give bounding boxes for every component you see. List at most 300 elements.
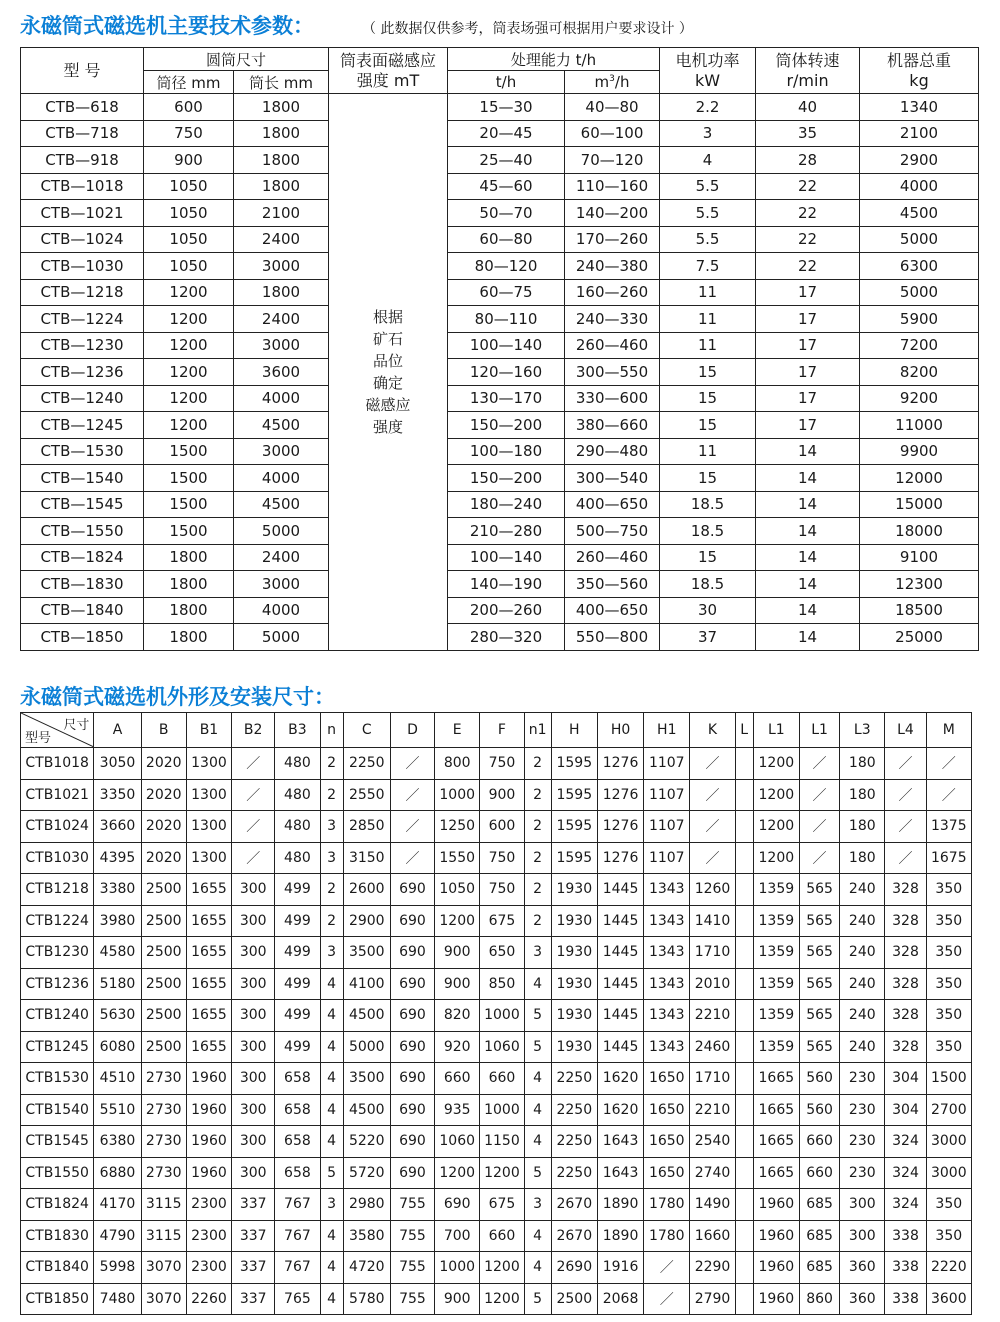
- header-field-strength: [329, 48, 448, 94]
- cell-dimension: 2: [320, 874, 343, 906]
- cell-capacity-m3h: 110—160: [565, 173, 660, 200]
- cell-dimension: 4: [320, 1031, 343, 1063]
- cell-speed: 17: [756, 412, 860, 439]
- cell-capacity-th: 100—140: [448, 544, 565, 571]
- cell-dimension: 2730: [141, 1094, 186, 1126]
- cell-capacity-th: 80—120: [448, 253, 565, 280]
- cell-dimension: 180: [840, 748, 885, 780]
- corner-label-model: 型号: [25, 731, 52, 746]
- cell-dimension: 1960: [186, 1094, 231, 1126]
- cell-dimension: [735, 779, 753, 811]
- cell-dimension: 900: [435, 968, 480, 1000]
- spec-row: [21, 518, 979, 545]
- cell-drum-diameter: 1200: [144, 412, 234, 439]
- cell-dimension: 1710: [690, 1063, 735, 1095]
- cell-dimension: 755: [390, 1283, 434, 1315]
- cell-dimension: 1890: [597, 1189, 643, 1221]
- cell-drum-diameter: 1200: [144, 385, 234, 412]
- cell-model: CTB—618: [21, 94, 144, 121]
- cell-speed: 14: [756, 438, 860, 465]
- cell-dimension: ／: [926, 779, 971, 811]
- cell-dimension: 3: [320, 811, 343, 843]
- dimension-header: L1: [753, 713, 799, 748]
- cell-dimension: 1000: [480, 1000, 524, 1032]
- cell-dimension: 660: [480, 1220, 524, 1252]
- cell-dimension: [735, 1000, 753, 1032]
- dimension-header: D: [390, 713, 434, 748]
- cell-power: 2.2: [660, 94, 756, 121]
- cell-dimension: 1343: [644, 1000, 690, 1032]
- cell-power: 11: [660, 332, 756, 359]
- cell-dimension: ／: [690, 748, 735, 780]
- cell-dimension: 1200: [435, 905, 480, 937]
- cell-dimension: 4: [320, 1094, 343, 1126]
- cell-dimension: 1665: [753, 1094, 799, 1126]
- cell-dimension: 2300: [186, 1252, 231, 1284]
- header-field-line1: 筒表面磁感应: [340, 50, 437, 70]
- cell-drum-diameter: 1200: [144, 279, 234, 306]
- cell-weight: 4000: [860, 173, 979, 200]
- header-power: [660, 48, 756, 94]
- cell-dimension: 1930: [551, 1031, 597, 1063]
- dimension-row: [21, 1031, 972, 1063]
- header-capacity-m3h: [565, 71, 660, 94]
- cell-dimension: 565: [799, 874, 839, 906]
- cell-dimension: ／: [885, 779, 926, 811]
- cell-dimension: 690: [390, 1157, 434, 1189]
- cell-dimension: 1550: [435, 842, 480, 874]
- cell-dimension: 300: [232, 968, 275, 1000]
- cell-dimension: 2600: [343, 874, 390, 906]
- cell-dimension: 5: [524, 1031, 551, 1063]
- cell-dimension: 338: [885, 1252, 926, 1284]
- cell-dimension: 4510: [94, 1063, 141, 1095]
- cell-dimension: 1200: [753, 811, 799, 843]
- cell-dimension: [735, 1252, 753, 1284]
- cell-dimension: 324: [885, 1126, 926, 1158]
- cell-dimension: 1359: [753, 1031, 799, 1063]
- cell-dimension: 3050: [94, 748, 141, 780]
- cell-dimension: 4: [320, 1126, 343, 1158]
- cell-drum-diameter: 900: [144, 147, 234, 174]
- cell-capacity-th: 180—240: [448, 491, 565, 518]
- cell-dimension: 4580: [94, 937, 141, 969]
- cell-drum-diameter: 1500: [144, 491, 234, 518]
- spec-section-title: 永磁筒式磁选机主要技术参数：: [20, 14, 314, 38]
- cell-dimension: 935: [435, 1094, 480, 1126]
- cell-capacity-th: 150—200: [448, 412, 565, 439]
- cell-weight: 18500: [860, 597, 979, 624]
- cell-dimension: 1643: [597, 1157, 643, 1189]
- spec-row: [21, 120, 979, 147]
- cell-dimension: 1650: [644, 1157, 690, 1189]
- cell-dimension: 338: [885, 1220, 926, 1252]
- cell-dimension: 1359: [753, 937, 799, 969]
- cell-capacity-m3h: 350—560: [565, 571, 660, 598]
- cell-dimension: 1595: [551, 748, 597, 780]
- dimension-table-body: [21, 748, 972, 1315]
- cell-dimension: 304: [885, 1094, 926, 1126]
- cell-dimension: 1916: [597, 1252, 643, 1284]
- cell-dimension: 337: [232, 1283, 275, 1315]
- header-weight: [860, 48, 979, 94]
- dimension-header: A: [94, 713, 141, 748]
- cell-power: 11: [660, 279, 756, 306]
- cell-dimension: 767: [275, 1220, 320, 1252]
- dimension-row: [21, 842, 972, 874]
- cell-dimension: 300: [232, 905, 275, 937]
- cell-dimension: 4: [524, 1220, 551, 1252]
- cell-weight: 9900: [860, 438, 979, 465]
- cell-dimension: 328: [885, 1000, 926, 1032]
- header-drum-diameter: 筒径 mm: [144, 71, 234, 94]
- header-field-line2: 强度 mT: [356, 70, 420, 90]
- cell-dimension: 2020: [141, 811, 186, 843]
- cell-model: CTB—1224: [21, 306, 144, 333]
- cell-power: 18.5: [660, 491, 756, 518]
- spec-row: [21, 491, 979, 518]
- header-speed-line1: 筒体转速: [775, 50, 840, 70]
- cell-weight: 2900: [860, 147, 979, 174]
- cell-model: CTB1830: [21, 1220, 94, 1252]
- cell-drum-length: 1800: [234, 94, 329, 121]
- cell-dimension: ／: [390, 748, 434, 780]
- dimension-row: [21, 1157, 972, 1189]
- cell-dimension: 1655: [186, 905, 231, 937]
- cell-power: 5.5: [660, 173, 756, 200]
- cell-power: 15: [660, 544, 756, 571]
- cell-model: CTB—1021: [21, 200, 144, 227]
- cell-dimension: 2: [524, 779, 551, 811]
- cell-capacity-th: 80—110: [448, 306, 565, 333]
- cell-dimension: 690: [390, 1094, 434, 1126]
- cell-drum-diameter: 1800: [144, 597, 234, 624]
- cell-dimension: 767: [275, 1189, 320, 1221]
- cell-drum-length: 1800: [234, 279, 329, 306]
- cell-dimension: 1276: [597, 779, 643, 811]
- cell-dimension: 328: [885, 905, 926, 937]
- cell-speed: 35: [756, 120, 860, 147]
- cell-drum-diameter: 1800: [144, 571, 234, 598]
- cell-dimension: 690: [390, 1126, 434, 1158]
- cell-dimension: 2500: [141, 1000, 186, 1032]
- cell-dimension: 1445: [597, 1031, 643, 1063]
- cell-dimension: 180: [840, 779, 885, 811]
- cell-dimension: 2: [320, 748, 343, 780]
- cell-dimension: 6380: [94, 1126, 141, 1158]
- cell-drum-length: 4500: [234, 491, 329, 518]
- cell-dimension: 3500: [343, 937, 390, 969]
- dimension-row: [21, 968, 972, 1000]
- cell-speed: 22: [756, 253, 860, 280]
- cell-dimension: 2500: [141, 968, 186, 1000]
- cell-dimension: ／: [885, 748, 926, 780]
- dimension-section-title: 永磁筒式磁选机外形及安装尺寸：: [20, 685, 335, 709]
- cell-capacity-m3h: 260—460: [565, 544, 660, 571]
- cell-dimension: 2500: [141, 1031, 186, 1063]
- cell-power: 15: [660, 465, 756, 492]
- cell-power: 7.5: [660, 253, 756, 280]
- cell-capacity-th: 60—75: [448, 279, 565, 306]
- cell-dimension: 750: [480, 842, 524, 874]
- cell-dimension: 300: [232, 1031, 275, 1063]
- cell-dimension: ／: [232, 811, 275, 843]
- cell-speed: 28: [756, 147, 860, 174]
- cell-dimension: 1960: [753, 1252, 799, 1284]
- cell-dimension: 300: [840, 1189, 885, 1221]
- cell-model: CTB—1850: [21, 624, 144, 651]
- cell-speed: 17: [756, 359, 860, 386]
- cell-weight: 25000: [860, 624, 979, 651]
- cell-dimension: 300: [232, 937, 275, 969]
- cell-dimension: ／: [926, 748, 971, 780]
- cell-dimension: 499: [275, 968, 320, 1000]
- cell-dimension: 4: [320, 1000, 343, 1032]
- cell-dimension: 658: [275, 1094, 320, 1126]
- cell-dimension: 328: [885, 1031, 926, 1063]
- cell-dimension: 4: [320, 1283, 343, 1315]
- cell-dimension: 2300: [186, 1220, 231, 1252]
- cell-capacity-m3h: 400—650: [565, 491, 660, 518]
- cell-capacity-m3h: 550—800: [565, 624, 660, 651]
- cell-dimension: 2: [524, 905, 551, 937]
- cell-capacity-m3h: 40—80: [565, 94, 660, 121]
- cell-dimension: 1200: [435, 1157, 480, 1189]
- cell-dimension: 230: [840, 1126, 885, 1158]
- cell-dimension: 1300: [186, 811, 231, 843]
- cell-capacity-th: 140—190: [448, 571, 565, 598]
- cell-capacity-m3h: 380—660: [565, 412, 660, 439]
- cell-speed: 14: [756, 544, 860, 571]
- cell-power: 5.5: [660, 226, 756, 253]
- cell-speed: 14: [756, 465, 860, 492]
- spec-row: [21, 359, 979, 386]
- cell-dimension: 240: [840, 968, 885, 1000]
- spec-row: [21, 385, 979, 412]
- cell-dimension: 1960: [753, 1283, 799, 1315]
- cell-model: CTB1021: [21, 779, 94, 811]
- cell-dimension: 4: [320, 968, 343, 1000]
- corner-header: [21, 713, 94, 748]
- cell-dimension: 767: [275, 1252, 320, 1284]
- dimension-header: B: [141, 713, 186, 748]
- cell-dimension: 5180: [94, 968, 141, 1000]
- dimension-header: M: [926, 713, 971, 748]
- spec-row: [21, 173, 979, 200]
- cell-capacity-m3h: 400—650: [565, 597, 660, 624]
- cell-capacity-th: 60—80: [448, 226, 565, 253]
- cell-dimension: 1200: [480, 1252, 524, 1284]
- cell-dimension: 660: [435, 1063, 480, 1095]
- cell-dimension: 560: [799, 1094, 839, 1126]
- cell-dimension: ／: [232, 748, 275, 780]
- cell-dimension: 2300: [186, 1189, 231, 1221]
- cell-dimension: 328: [885, 937, 926, 969]
- cell-capacity-m3h: 260—460: [565, 332, 660, 359]
- cell-dimension: 324: [885, 1189, 926, 1221]
- cell-dimension: 2850: [343, 811, 390, 843]
- cell-dimension: 4790: [94, 1220, 141, 1252]
- cell-dimension: ／: [690, 811, 735, 843]
- cell-dimension: 3350: [94, 779, 141, 811]
- cell-weight: 1340: [860, 94, 979, 121]
- cell-dimension: 2500: [141, 874, 186, 906]
- header-model: 型 号: [21, 48, 144, 94]
- dimension-header: E: [435, 713, 480, 748]
- cell-drum-diameter: 1500: [144, 518, 234, 545]
- cell-dimension: 690: [390, 905, 434, 937]
- cell-dimension: 2980: [343, 1189, 390, 1221]
- cell-dimension: 765: [275, 1283, 320, 1315]
- cell-power: 5.5: [660, 200, 756, 227]
- cell-capacity-th: 130—170: [448, 385, 565, 412]
- cell-dimension: 565: [799, 905, 839, 937]
- dimension-section-header: [20, 681, 335, 711]
- cell-model: CTB1545: [21, 1126, 94, 1158]
- header-drum-length: 筒长 mm: [234, 71, 329, 94]
- cell-dimension: 1200: [480, 1157, 524, 1189]
- cell-drum-diameter: 1050: [144, 253, 234, 280]
- cell-dimension: ／: [799, 779, 839, 811]
- cell-dimension: 1930: [551, 874, 597, 906]
- spec-table-body: [21, 94, 979, 651]
- cell-dimension: 560: [799, 1063, 839, 1095]
- cell-capacity-th: 100—180: [448, 438, 565, 465]
- cell-model: CTB—1024: [21, 226, 144, 253]
- cell-dimension: 660: [480, 1063, 524, 1095]
- cell-dimension: 2250: [551, 1063, 597, 1095]
- cell-dimension: 2068: [597, 1283, 643, 1315]
- dimension-row: [21, 1220, 972, 1252]
- cell-power: 11: [660, 438, 756, 465]
- cell-dimension: [735, 1157, 753, 1189]
- cell-dimension: 1200: [753, 779, 799, 811]
- cell-dimension: ／: [885, 811, 926, 843]
- cell-capacity-th: 45—60: [448, 173, 565, 200]
- cell-dimension: 480: [275, 748, 320, 780]
- cell-dimension: 750: [480, 874, 524, 906]
- cell-speed: 17: [756, 385, 860, 412]
- cell-power: 3: [660, 120, 756, 147]
- header-capacity: 处理能力 t/h: [448, 48, 660, 71]
- cell-dimension: 565: [799, 968, 839, 1000]
- cell-dimension: 1107: [644, 842, 690, 874]
- cell-dimension: 338: [885, 1283, 926, 1315]
- cell-weight: 11000: [860, 412, 979, 439]
- cell-dimension: 2: [320, 905, 343, 937]
- cell-dimension: 1655: [186, 968, 231, 1000]
- cell-model: CTB—1540: [21, 465, 144, 492]
- cell-model: CTB—1245: [21, 412, 144, 439]
- header-weight-line1: 机器总重: [887, 50, 952, 70]
- cell-drum-diameter: 1050: [144, 173, 234, 200]
- cell-dimension: 1500: [926, 1063, 971, 1095]
- cell-capacity-th: 150—200: [448, 465, 565, 492]
- dimension-header: B2: [232, 713, 275, 748]
- cell-dimension: 690: [390, 937, 434, 969]
- cell-dimension: 1595: [551, 779, 597, 811]
- cell-dimension: 2020: [141, 842, 186, 874]
- cell-dimension: 3115: [141, 1220, 186, 1252]
- cell-dimension: 1620: [597, 1063, 643, 1095]
- cell-dimension: 5998: [94, 1252, 141, 1284]
- cell-drum-length: 4500: [234, 412, 329, 439]
- cell-dimension: [735, 874, 753, 906]
- cell-dimension: [735, 1094, 753, 1126]
- cell-dimension: 5000: [343, 1031, 390, 1063]
- dimension-row: [21, 1000, 972, 1032]
- cell-dimension: 755: [390, 1252, 434, 1284]
- cell-dimension: 180: [840, 811, 885, 843]
- cell-dimension: 1359: [753, 874, 799, 906]
- cell-dimension: 6880: [94, 1157, 141, 1189]
- cell-dimension: 4: [320, 1252, 343, 1284]
- cell-dimension: 2730: [141, 1157, 186, 1189]
- cell-drum-diameter: 1500: [144, 465, 234, 492]
- cell-model: CTB1218: [21, 874, 94, 906]
- cell-dimension: 755: [390, 1220, 434, 1252]
- cell-weight: 9100: [860, 544, 979, 571]
- cell-dimension: 1930: [551, 968, 597, 1000]
- cell-dimension: 350: [926, 1220, 971, 1252]
- cell-power: 30: [660, 597, 756, 624]
- cell-drum-diameter: 1500: [144, 438, 234, 465]
- cell-dimension: 300: [840, 1220, 885, 1252]
- cell-dimension: 1359: [753, 1000, 799, 1032]
- cell-dimension: 6080: [94, 1031, 141, 1063]
- cell-drum-length: 3000: [234, 438, 329, 465]
- cell-dimension: 324: [885, 1157, 926, 1189]
- cell-dimension: 3660: [94, 811, 141, 843]
- cell-speed: 14: [756, 571, 860, 598]
- cell-capacity-m3h: 60—100: [565, 120, 660, 147]
- cell-weight: 5900: [860, 306, 979, 333]
- cell-weight: 15000: [860, 491, 979, 518]
- cell-dimension: 5: [524, 1283, 551, 1315]
- cell-capacity-m3h: 240—380: [565, 253, 660, 280]
- cell-dimension: 820: [435, 1000, 480, 1032]
- cell-power: 18.5: [660, 518, 756, 545]
- cell-dimension: 4: [320, 1220, 343, 1252]
- cell-dimension: ／: [390, 779, 434, 811]
- cell-dimension: 1107: [644, 779, 690, 811]
- cell-model: CTB—1236: [21, 359, 144, 386]
- cell-dimension: 499: [275, 905, 320, 937]
- cell-model: CTB—1240: [21, 385, 144, 412]
- cell-dimension: 350: [926, 968, 971, 1000]
- cell-speed: 14: [756, 491, 860, 518]
- cell-dimension: 2010: [690, 968, 735, 1000]
- cell-dimension: 2260: [186, 1283, 231, 1315]
- cell-dimension: 480: [275, 842, 320, 874]
- header-m3h-post: /h: [614, 73, 630, 91]
- cell-dimension: 5220: [343, 1126, 390, 1158]
- cell-dimension: 1300: [186, 748, 231, 780]
- cell-dimension: [735, 1189, 753, 1221]
- cell-model: CTB1240: [21, 1000, 94, 1032]
- cell-speed: 22: [756, 173, 860, 200]
- cell-dimension: 350: [926, 1000, 971, 1032]
- cell-dimension: 1643: [597, 1126, 643, 1158]
- cell-dimension: 900: [435, 937, 480, 969]
- cell-dimension: 1343: [644, 905, 690, 937]
- cell-model: CTB1850: [21, 1283, 94, 1315]
- cell-dimension: 300: [232, 874, 275, 906]
- cell-dimension: 675: [480, 905, 524, 937]
- cell-speed: 17: [756, 332, 860, 359]
- cell-dimension: 3070: [141, 1283, 186, 1315]
- cell-dimension: 2220: [926, 1252, 971, 1284]
